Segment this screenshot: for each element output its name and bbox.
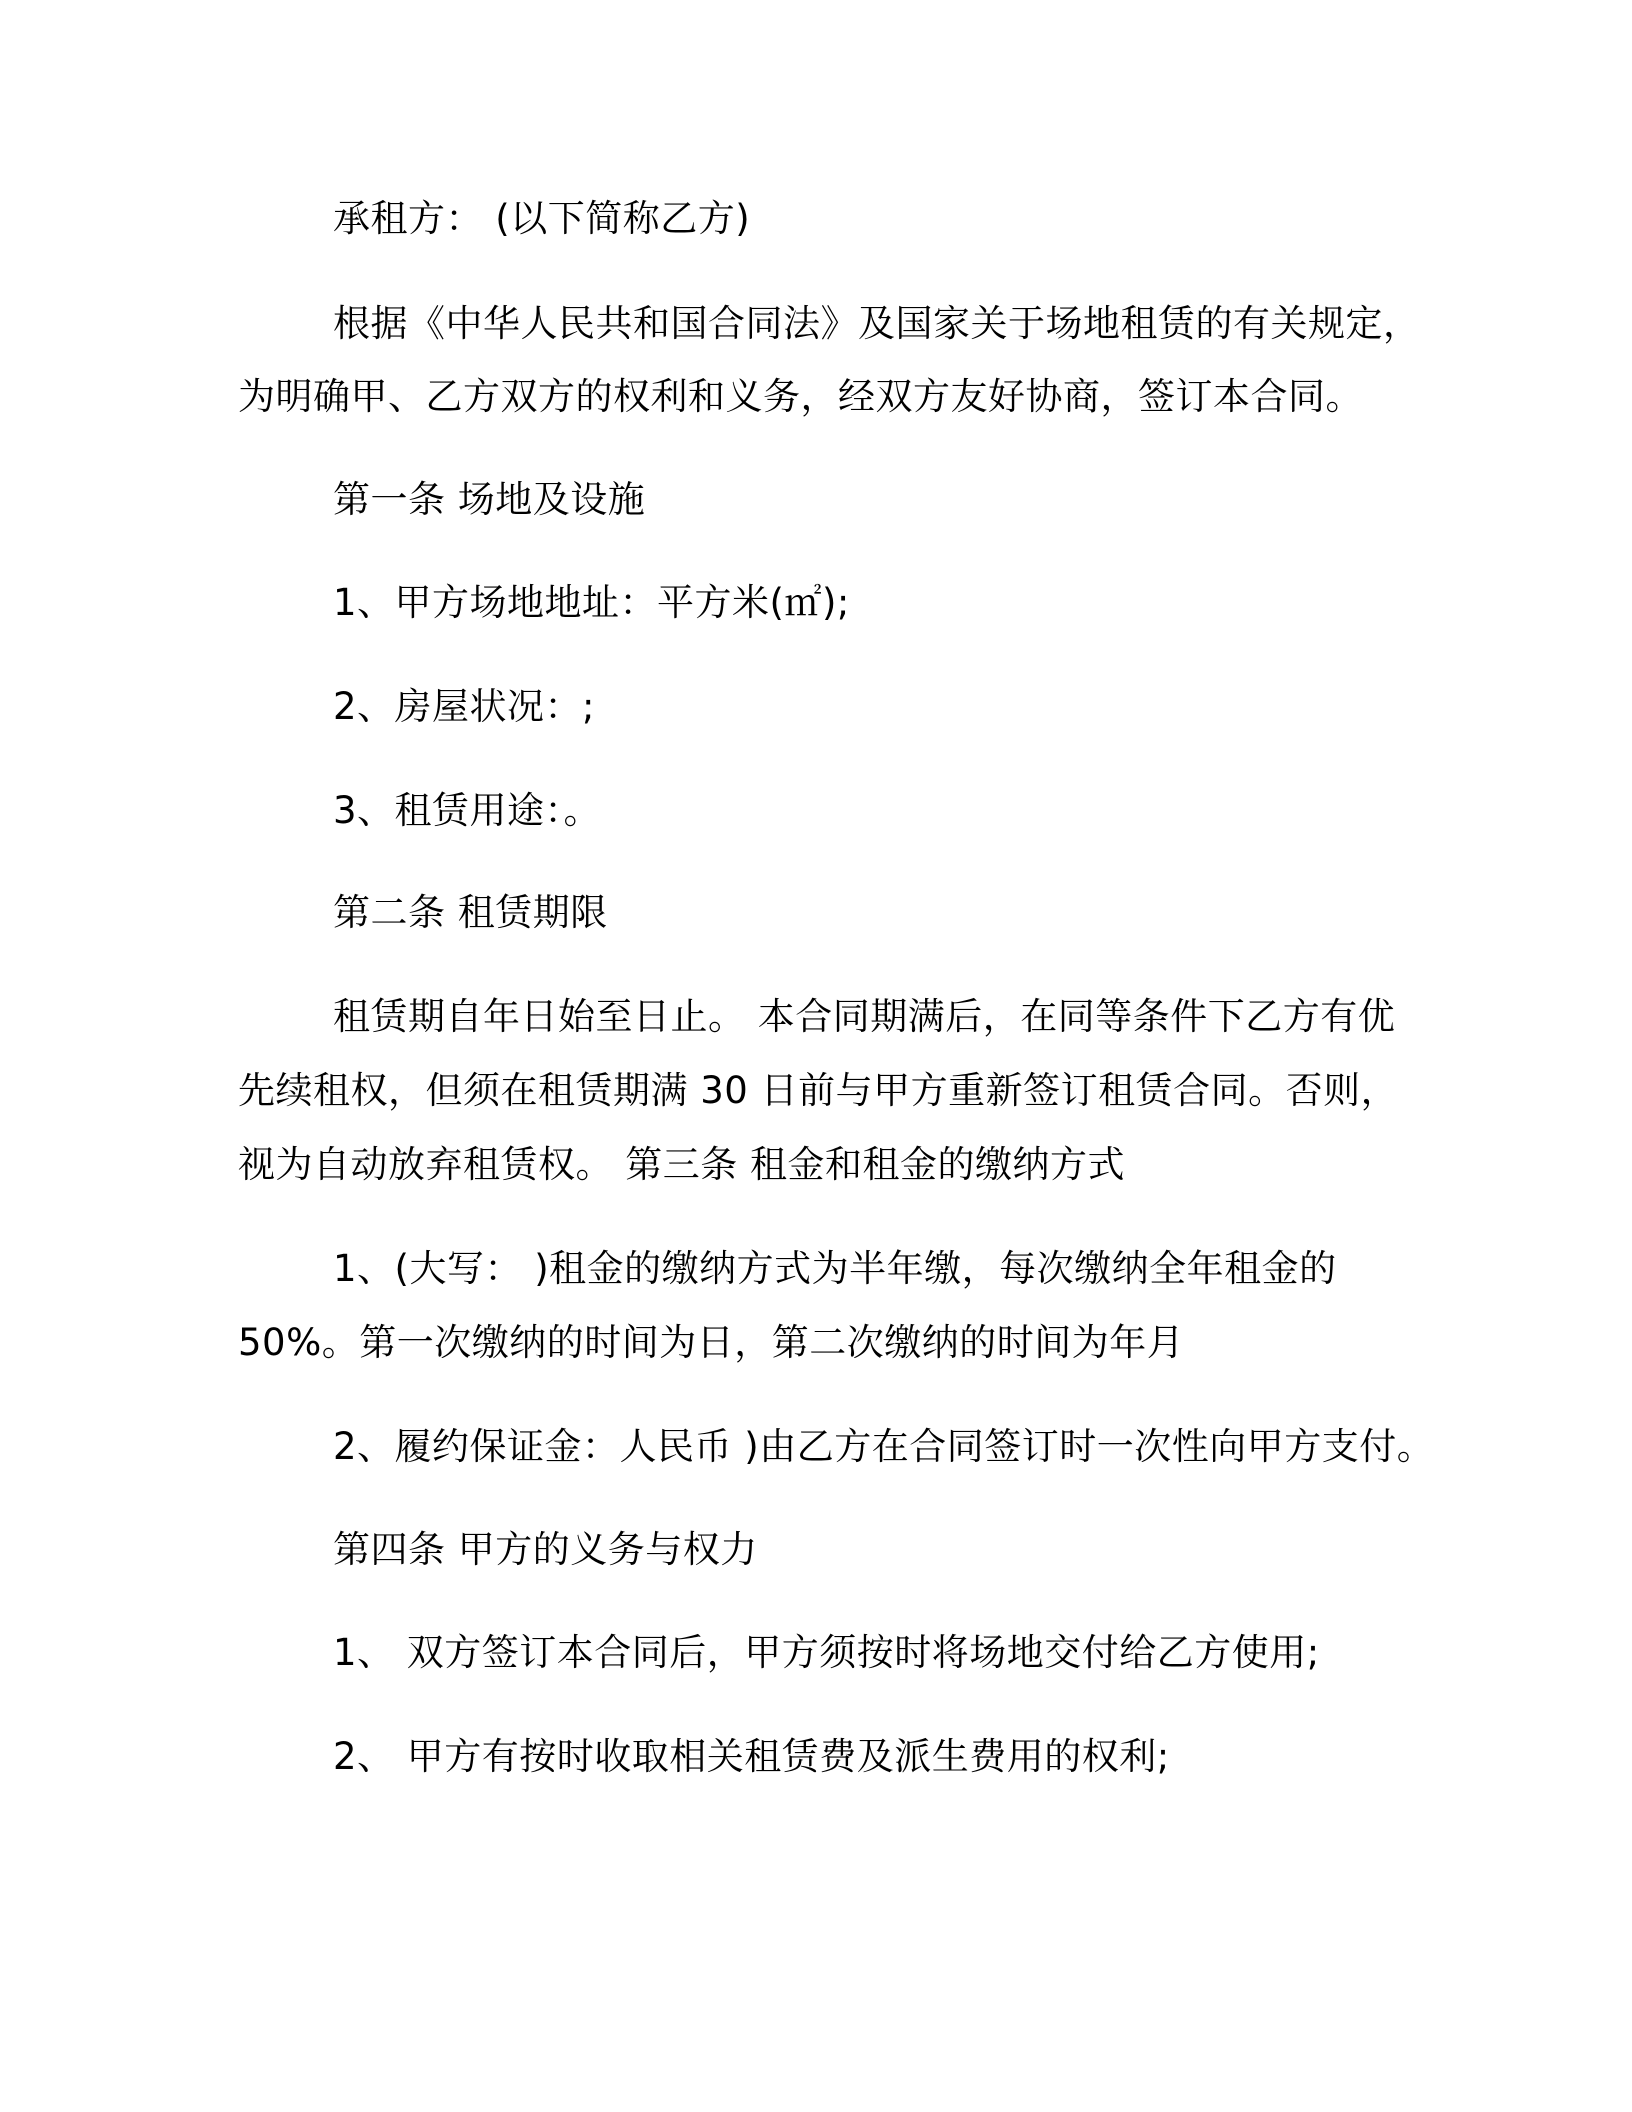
article-1-item-1: 1、甲方场地地址：平方米(㎡); (333, 581, 850, 624)
article-1-item-2: 2、房屋状况：; (333, 685, 596, 728)
article-3-item-2: 2、履约保证金：人民币 )由乙方在合同签订时一次性向甲方支付。 (333, 1425, 1435, 1468)
article-2-text-line-1: 租赁期自年日始至日止。 本合同期满后，在同等条件下乙方有优 (333, 995, 1396, 1038)
lessee-line: 承租方： (以下简称乙方) (333, 197, 751, 240)
article-3-item-1-line-2: 50%。第一次缴纳的时间为日，第二次缴纳的时间为年月 (238, 1321, 1185, 1364)
article-1-item-3: 3、租赁用途：。 (333, 789, 602, 832)
article-2-text-line-2: 先续租权，但须在租赁期满 30 日前与甲方重新签订租赁合同。否则， (238, 1069, 1399, 1112)
preamble-line-1: 根据《中华人民共和国合同法》及国家关于场地租赁的有关规定， (333, 302, 1421, 345)
article-1-heading: 第一条 场地及设施 (333, 478, 646, 521)
article-3-item-1-line-1: 1、(大写： )租金的缴纳方式为半年缴，每次缴纳全年租金的 (333, 1247, 1337, 1290)
article-2-heading: 第二条 租赁期限 (333, 891, 608, 934)
article-4-heading: 第四条 甲方的义务与权力 (333, 1528, 758, 1571)
article-2-text-line-3: 视为自动放弃租赁权。 第三条 租金和租金的缴纳方式 (238, 1143, 1126, 1186)
article-4-item-1: 1、 双方签订本合同后，甲方须按时将场地交付给乙方使用; (333, 1631, 1320, 1674)
article-4-item-2: 2、 甲方有按时收取相关租赁费及派生费用的权利; (333, 1735, 1170, 1778)
preamble-line-2: 为明确甲、乙方双方的权利和义务，经双方友好协商，签订本合同。 (238, 375, 1363, 418)
